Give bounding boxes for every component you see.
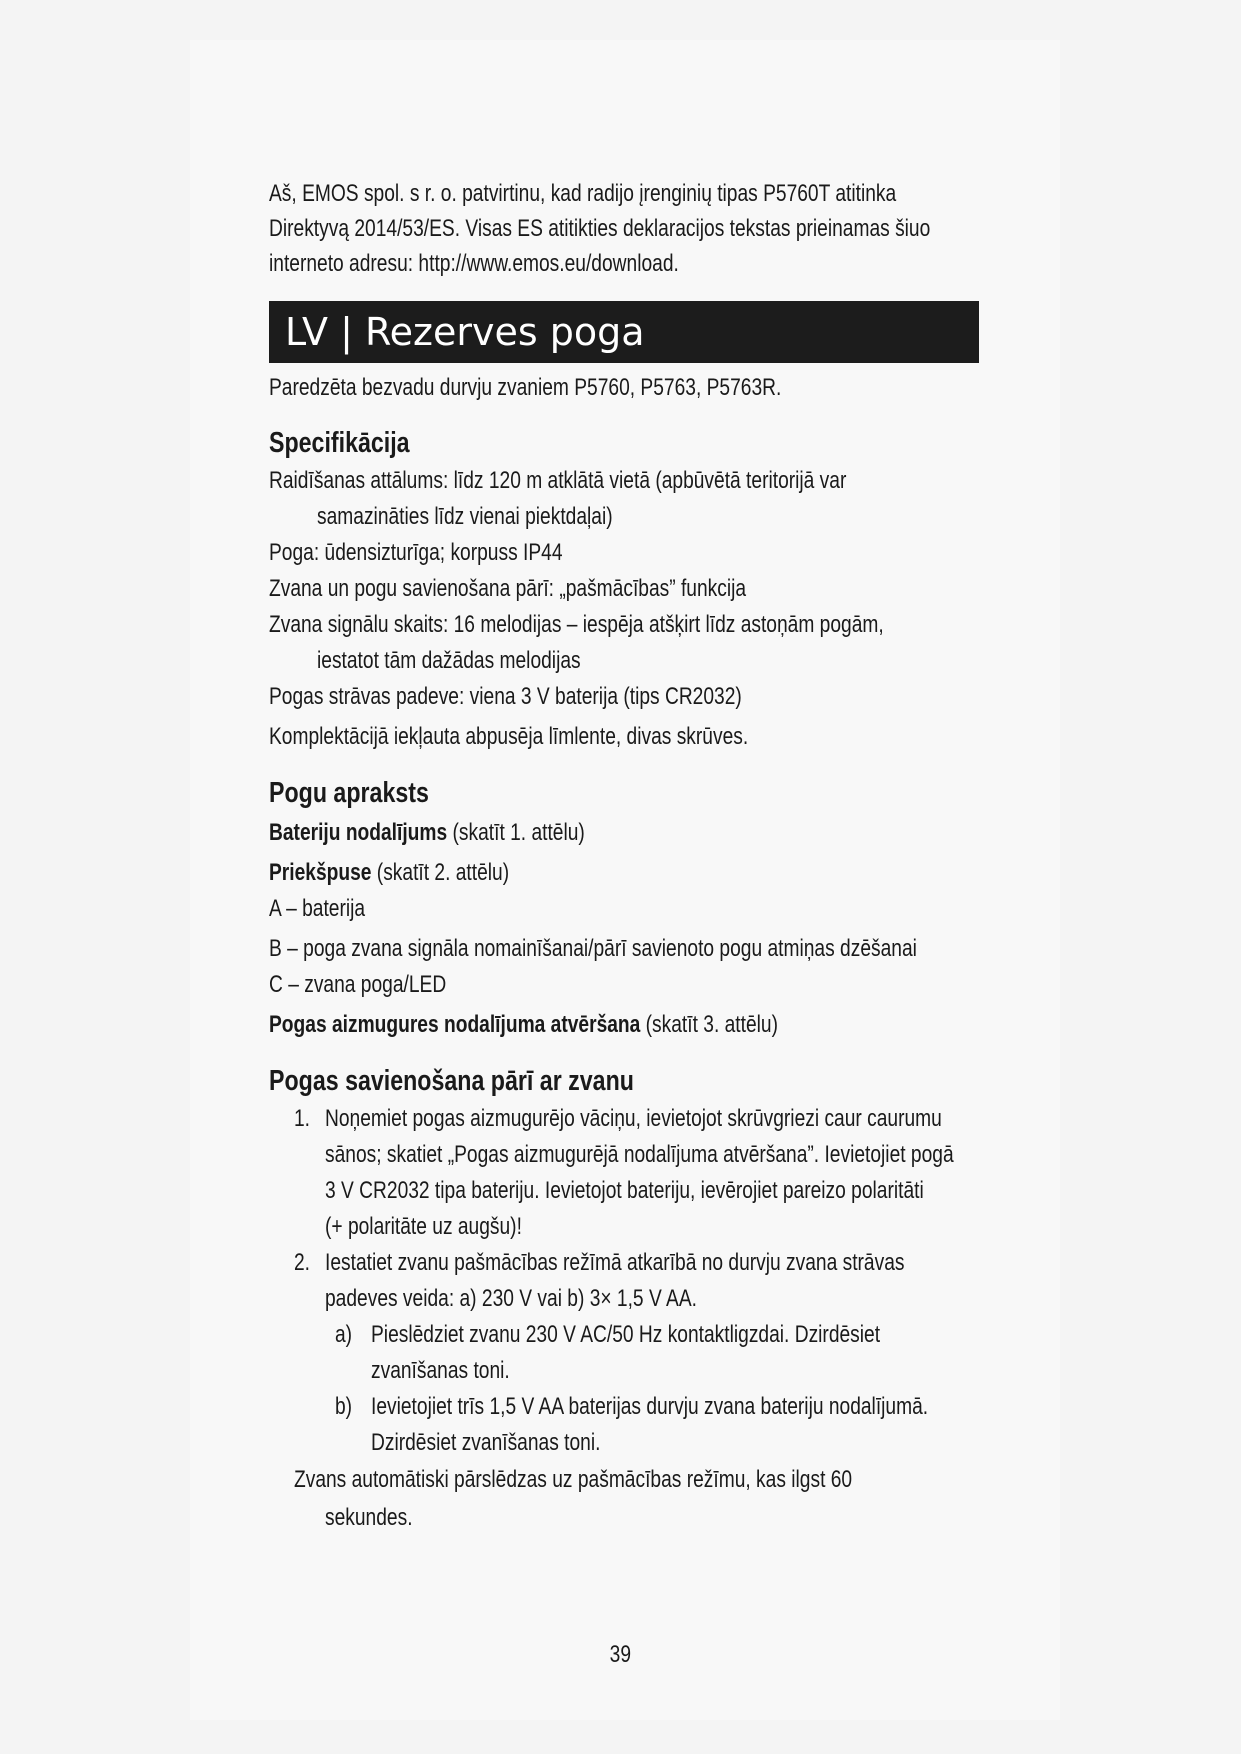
spec-melodies: Zvana signālu skaits: 16 melodijas – iespēja atšķirt līdz astoņām pogām, (269, 611, 884, 638)
specification-heading: Specifikācija (269, 427, 410, 459)
section-banner: LV | Rezerves poga (269, 301, 979, 363)
declaration-line: interneto adresu: http://www.emos.eu/download. (269, 250, 679, 277)
declaration-paragraph (269, 176, 979, 281)
step-2a: a) Pieslēdziet zvanu 230 V AC/50 Hz kontaktligzdai. Dzirdēsiet zvanīšanas toni. (335, 1321, 881, 1384)
page-number: 39 (609, 1641, 632, 1668)
auto-mode-note: Zvans automātiski pārslēdzas uz pašmācības režīmu, kas ilgst 60 (294, 1466, 853, 1493)
item-b: B – poga zvana signāla nomainīšanai/pārī savienoto pogu atmiņas dzēšanai (269, 935, 917, 962)
item-a: A – baterija (269, 895, 366, 922)
step-2b: b) Ievietojiet trīs 1,5 V AA baterijas durvju zvana bateriju nodalījumā. Dzirdēsiet zvanīšanas toni. (335, 1393, 929, 1456)
declaration-line: Direktyvą 2014/53/ES. Visas ES atitikties deklaracijos tekstas prieinamas šiuo (269, 215, 931, 242)
step-2: 2. Iestatiet zvanu pašmācības režīmā atkarībā no durvju zvana strāvas padeves veida: a) 230 V vai b) 3× 1,5 V AA. (294, 1249, 905, 1312)
step-1: 1. Noņemiet pogas aizmugurējo vāciņu, ievietojot skrūvgriezi caur caurumu sānos; skatiet „Pogas aizmugurējā nodalījuma atvēršana”. Ievietojiet pogā 3 V CR2032 tipa bateriju. Ievietojot bateriju, ievērojiet pareizo polaritāti (+ polaritāte uz augšu)! (294, 1105, 954, 1240)
battery-compartment: Bateriju nodalījums (skatīt 1. attēlu) (269, 819, 585, 846)
spec-package: Komplektācijā iekļauta abpusēja līmlente, divas skrūves. (269, 723, 749, 750)
pairing-heading: Pogas savienošana pārī ar zvanu (269, 1065, 634, 1097)
description-heading: Pogu apraksts (269, 777, 429, 809)
auto-mode-note-cont: sekundes. (325, 1504, 413, 1531)
product-subtitle: Paredzēta bezvadu durvju zvaniem P5760, P5763, P5763R. (269, 374, 782, 401)
spec-range: Raidīšanas attālums: līdz 120 m atklātā vietā (apbūvētā teritorijā var (269, 467, 847, 494)
content (269, 176, 979, 1537)
open-back: Pogas aizmugures nodalījuma atvēršana (skatīt 3. attēlu) (269, 1011, 778, 1038)
front-side: Priekšpuse (skatīt 2. attēlu) (269, 859, 510, 886)
spec-button: Poga: ūdensizturīga; korpuss IP44 (269, 539, 563, 566)
spec-range-cont: samazināties līdz vienai piektdaļai) (317, 503, 613, 530)
spec-melodies-cont: iestatot tām dažādas melodijas (317, 647, 581, 674)
spec-pairing: Zvana un pogu savienošana pārī: „pašmācības” funkcija (269, 575, 747, 602)
declaration-line: Aš, EMOS spol. s r. o. patvirtinu, kad radijo įrenginių tipas P5760T atitinka (269, 180, 897, 207)
item-c: C – zvana poga/LED (269, 971, 447, 998)
spec-power: Pogas strāvas padeve: viena 3 V baterija (tips CR2032) (269, 683, 742, 710)
